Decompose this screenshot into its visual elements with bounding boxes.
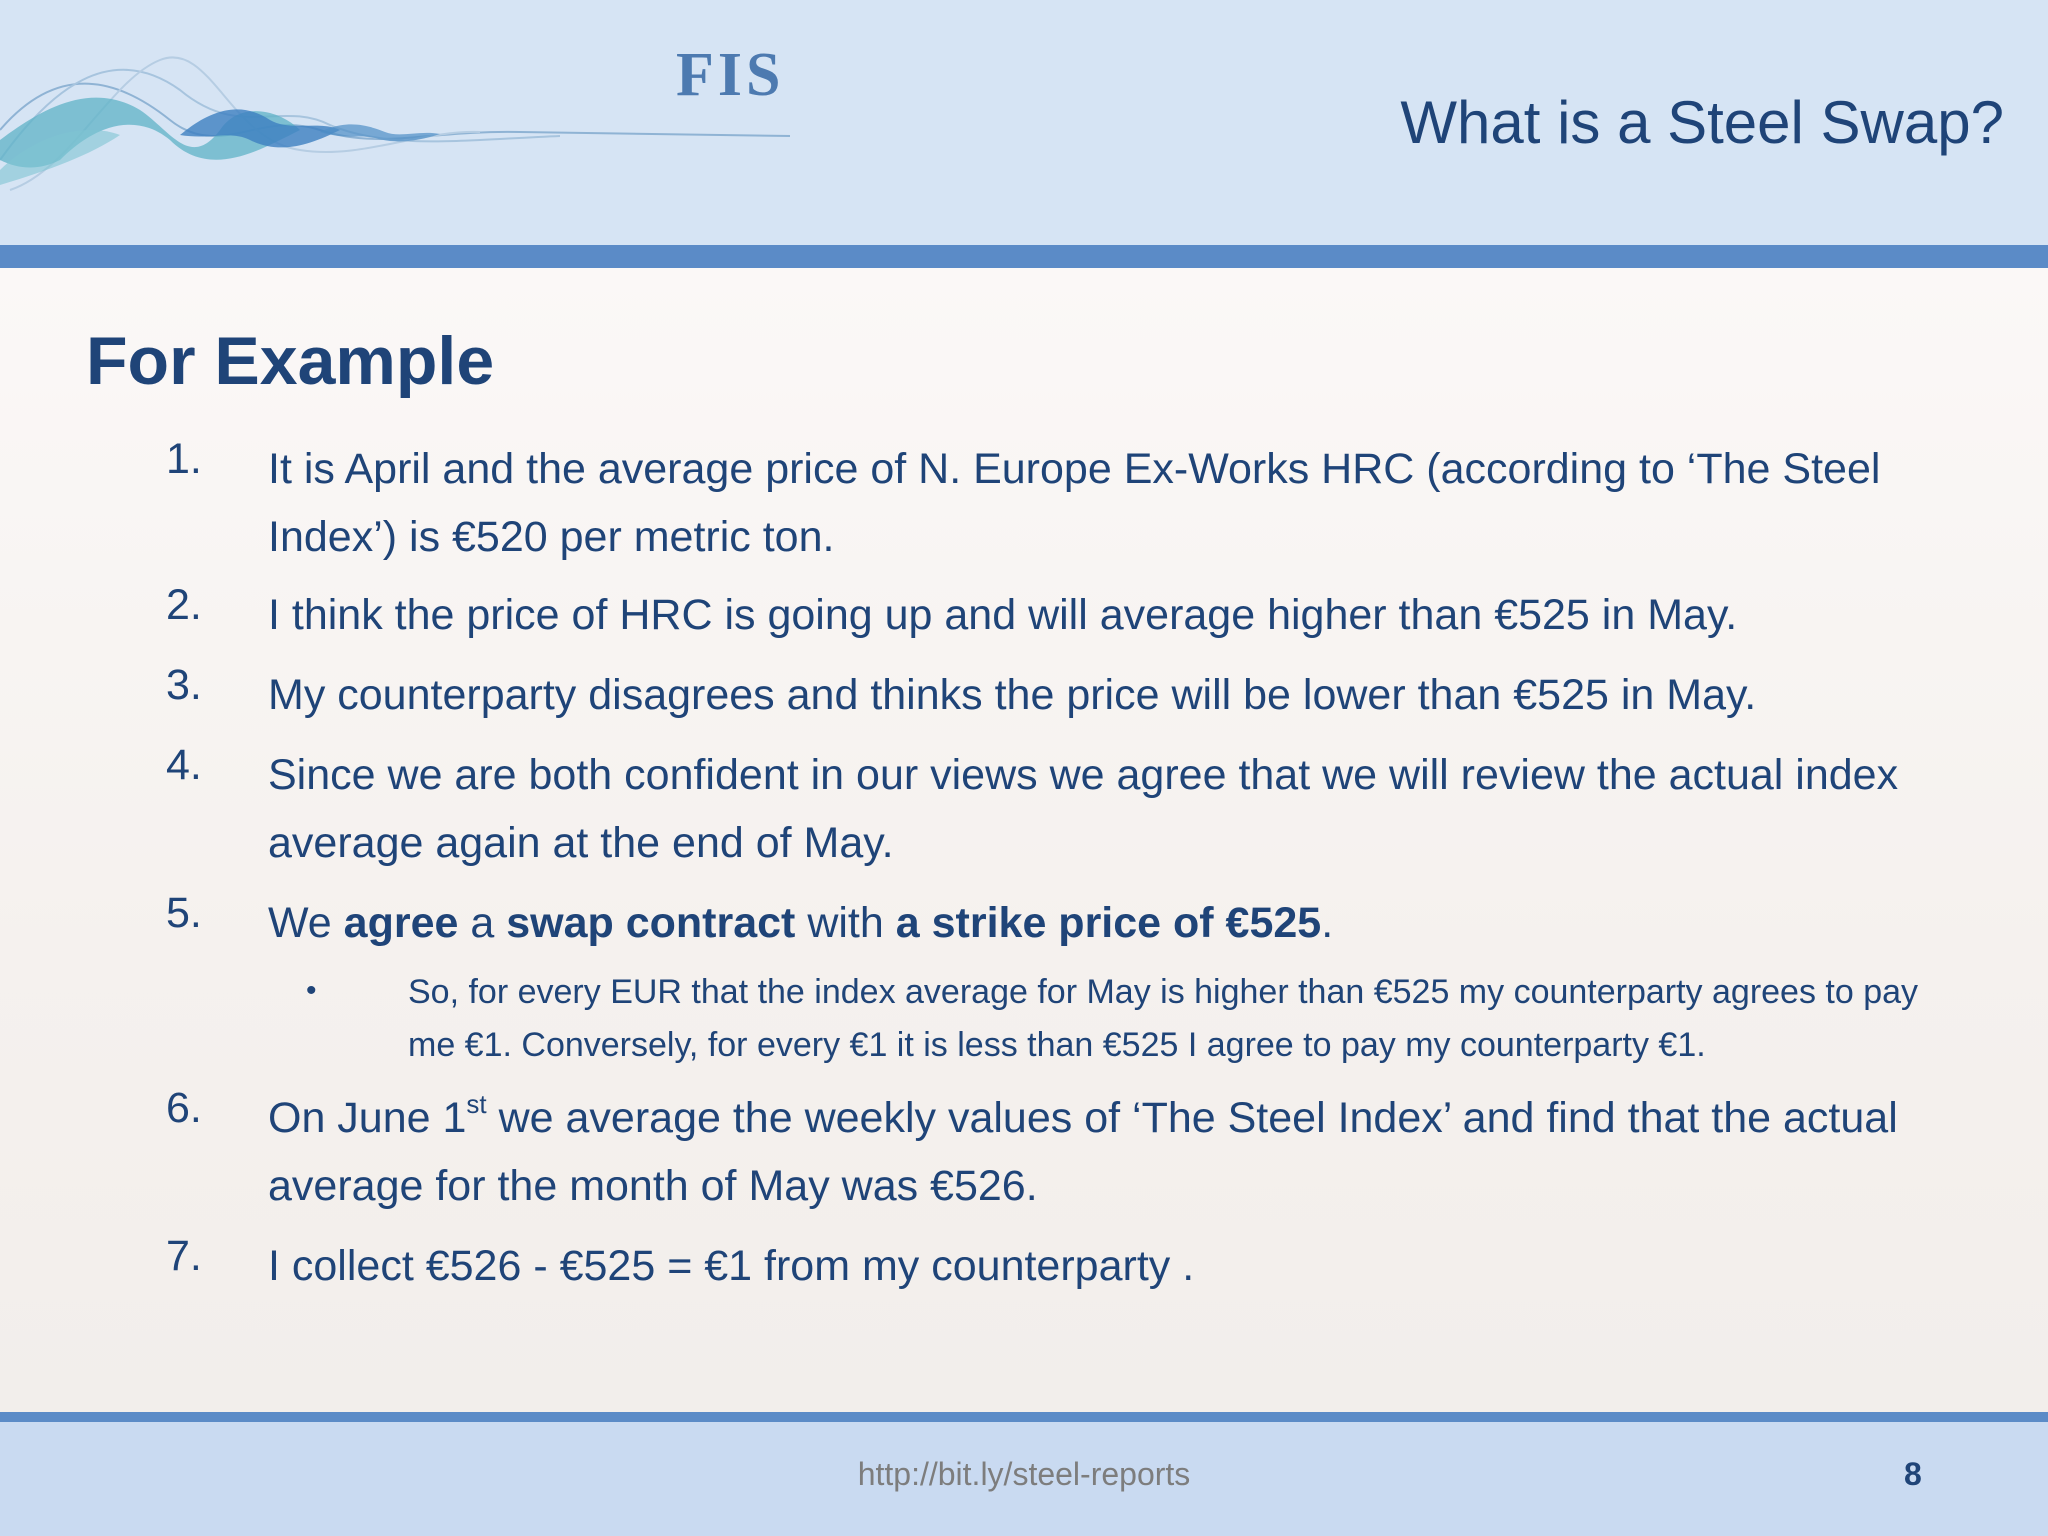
item-6-superscript: st [466,1088,487,1119]
item-6-text-2: we average the weekly values of ‘The Steel Index’ and find that the actual average for the month of May was €526. [268,1094,1898,1210]
list-item-text: I think the price of HRC is going up and will average higher than €525 in May. [268,591,1738,639]
list-item-number: 7. [166,1232,202,1280]
sub-bullet-text: So, for every EUR that the index average for May is higher than €525 my counterparty agrees to pay me €1. Conversely, for every €1 it is less than €525 I agree to pay my counterparty €1. [408,973,1919,1064]
item-5-bold-strike-price: a strike price of €525 [895,899,1322,947]
list-item-number: 4. [166,741,202,789]
bullet-icon: • [306,974,317,1007]
list-item-text: It is April and the average price of N. Europe Ex-Works HRC (according to ‘The Steel Index’) is €520 per metric ton. [268,445,1881,561]
item-5-text-4: . [1321,899,1334,947]
list-item-text [268,1084,1928,1220]
item-6-text-1: On June 1 [268,1094,467,1142]
list-item-number: 1. [166,435,202,483]
item-5-bold-swap-contract: swap contract [506,899,796,947]
item-5-text-1: We [268,899,344,947]
item-5-text-3: with [795,899,896,947]
item-5-text-2: a [458,899,507,947]
list-item-number: 5. [166,889,202,937]
section-title: For Example [86,323,495,399]
fis-logo: FIS [676,41,785,109]
slide-title: What is a Steel Swap? [1400,89,2004,156]
list-item-number: 2. [166,581,202,629]
list-item-text: My counterparty disagrees and thinks the price will be lower than €525 in May. [268,671,1757,719]
list-item-number: 3. [166,661,202,709]
footer-link[interactable]: http://bit.ly/steel-reports [857,1456,1191,1492]
list-item-number: 6. [166,1084,202,1132]
footer-divider [0,1412,2048,1422]
list-item-text: Since we are both confident in our views we agree that we will review the actual index average again at the end of May. [268,751,1899,867]
page-number: 8 [1904,1456,1922,1492]
list-item-text: I collect €526 - €525 = €1 from my counterparty . [268,1242,1195,1290]
item-5-bold-agree: agree [343,899,459,947]
list-item-text [268,889,1928,957]
